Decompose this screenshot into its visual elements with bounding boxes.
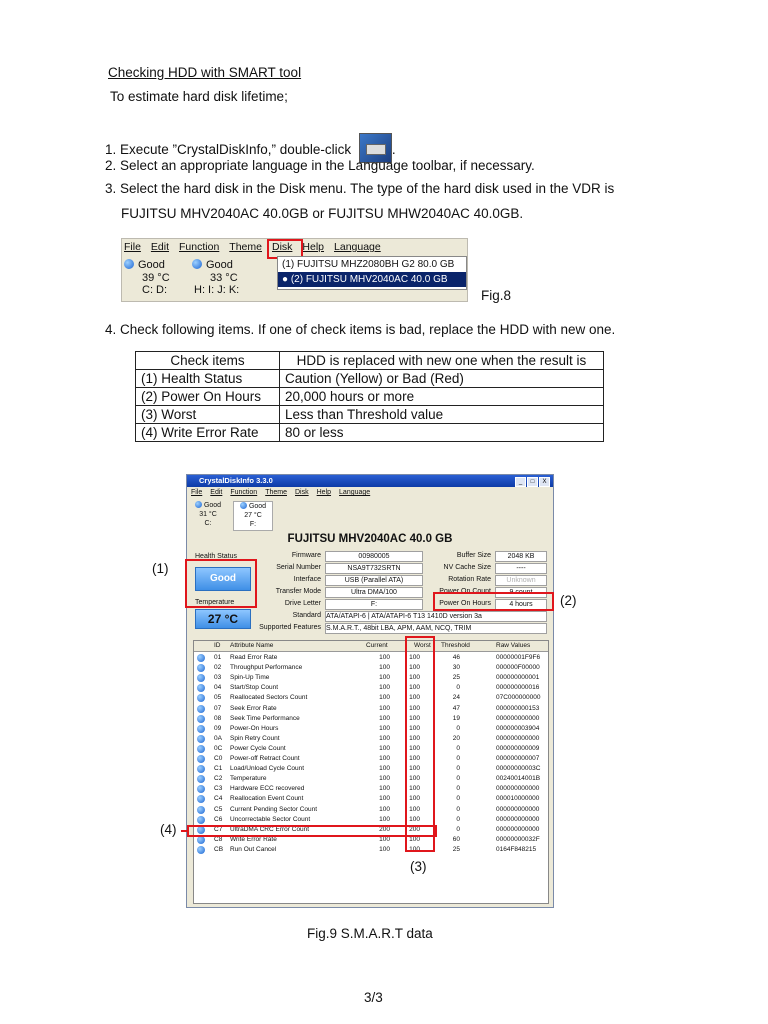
info-label: Power On Count [439,588,491,595]
table-cell: (4) Write Error Rate [136,424,280,442]
drive2-letter: H: I: J: K: [194,284,240,296]
menu-file[interactable]: File [124,241,141,253]
write-error-rate-highlight [187,825,437,837]
menu-disk[interactable]: Disk [295,489,309,496]
table-cell: Reallocation Event Count [230,795,304,803]
page-number: 3/3 [364,990,383,1005]
table-cell: 200 [409,825,420,833]
table-cell: 100 [379,835,390,843]
table-cell: Uncorrectable Sector Count [230,815,311,823]
status-dot-icon [197,654,205,662]
disk-option-1[interactable]: (1) FUJITSU MHZ2080BH G2 80.0 GB [282,259,455,270]
power-on-hours-highlight [433,592,554,611]
table-row[interactable] [194,704,548,714]
status-dot-icon [192,259,202,269]
table-cell: 00000000003C [496,765,541,773]
step-2: 2. Select an appropriate language in the Language toolbar, if necessary. [105,158,535,173]
column-header[interactable]: Raw Values [496,642,531,649]
table-cell: 100 [379,654,390,661]
table-cell: Seek Time Performance [230,714,300,722]
worst-column-highlight [405,636,435,852]
status-dot-icon [197,684,205,692]
status-dot-icon [197,745,205,753]
features-value: S.M.A.R.T., 48bit LBA, APM, AAM, NCQ, TRIM [325,623,547,634]
info-value: Unknown [495,575,547,586]
info-label: Rotation Rate [448,576,491,583]
table-cell: 100 [379,704,390,712]
table-cell: Read Error Rate [230,654,278,661]
drive1-temp: 39 °C [142,272,170,284]
table-cell: 100 [379,684,390,692]
status-dot-icon [124,259,134,269]
table-cell: 20,000 hours or more [280,388,604,406]
table-cell: 100 [379,744,390,752]
table-cell: 0A [214,734,222,742]
table-cell: 09 [214,724,222,732]
table-cell: 100 [379,785,390,793]
status-dot-icon [197,795,205,803]
table-row[interactable] [194,774,548,784]
step-3b: FUJITSU MHV2040AC 40.0GB or FUJITSU MHW2040AC 40.0GB. [121,206,524,221]
table-cell: 25 [452,674,460,682]
menu-theme[interactable]: Theme [265,489,287,496]
check-items-table [135,351,604,442]
table-cell: 46 [452,654,460,661]
table-cell: 100 [409,775,420,783]
table-row[interactable] [194,764,548,774]
table-cell: C4 [214,795,223,803]
table-row[interactable] [194,653,548,663]
table-cell: 0 [456,684,460,692]
menu-help[interactable]: Help [302,241,325,253]
table-cell: Less than Threshold value [280,406,604,424]
status-dot-icon [197,806,205,814]
table-cell: Power-On Hours [230,724,279,732]
menu-language[interactable]: Language [339,489,371,496]
table-cell: 0 [456,795,460,803]
table-cell: 100 [409,684,420,692]
table-cell: 60 [452,835,460,843]
table-cell: 000010000000 [496,795,540,803]
table-cell: 0 [456,744,460,752]
table-cell: 000000000009 [496,744,540,752]
table-cell: 0 [456,785,460,793]
info-label: Buffer Size [456,552,491,559]
table-cell: 000000F00000 [496,664,540,672]
table-cell: 200 [379,825,390,833]
table-cell: Run Out Cancel [230,845,277,853]
table-cell: 24 [452,694,460,702]
window-controls [515,477,550,487]
table-header-row [136,352,604,370]
table-cell: 100 [379,694,390,702]
table-cell: 07C000000000 [496,694,541,702]
drive-tab-1[interactable]: Good 31 °C C: [189,501,227,529]
drive1-status[interactable]: Good [124,259,165,271]
step-1-end: . [391,142,396,157]
disk-model-title: FUJITSU MHV2040AC 40.0 GB [287,533,453,545]
menu-bar [124,241,381,253]
table-cell: Current Pending Sector Count [230,805,318,813]
table-cell: 07 [214,704,222,712]
drive-tab-2[interactable]: Good 27 °C F: [233,501,273,531]
power-on-hours-label: Power On Hours [439,600,491,607]
table-cell: C0 [214,755,223,762]
table-cell: 100 [409,795,420,803]
table-row[interactable] [194,744,548,754]
table-cell: 47 [452,704,460,712]
table-cell: 100 [409,785,420,793]
table-cell: 100 [409,714,420,722]
menu-edit[interactable]: Edit [150,241,170,253]
table-row [136,424,604,442]
table-header-cell: HDD is replaced with new one when the result is [280,352,604,370]
table-cell: 100 [409,815,420,823]
info-label: Serial Number [276,564,321,571]
table-cell: 03 [214,674,222,682]
table-cell: 80 or less [280,424,604,442]
table-cell: 02 [214,664,222,672]
health-status-highlight [185,559,257,608]
smart-attribute-table [193,640,549,904]
status-dot-icon [197,785,205,793]
table-cell: (2) Power On Hours [136,388,280,406]
status-dot-icon [240,502,247,509]
table-row[interactable] [194,815,548,825]
table-row [136,388,604,406]
drive2-status[interactable]: Good [192,259,233,271]
callout-4-leader [181,830,189,832]
smart-table-header [194,641,548,652]
table-cell: 100 [409,805,420,813]
table-cell: 0 [456,765,460,773]
column-header[interactable]: ID [214,642,221,649]
table-cell: Write Error Rate [230,835,277,843]
table-cell: 0C [214,744,223,752]
info-label: Transfer Mode [275,588,321,595]
menu-edit[interactable]: Edit [210,489,223,496]
page-heading: Checking HDD with SMART tool [108,65,302,80]
status-dot-icon [197,694,205,702]
disk-dropdown [277,256,467,290]
minimize-icon[interactable]: _ [515,477,526,487]
column-header[interactable]: Threshold [441,642,470,649]
table-cell: 000000000000 [496,825,540,833]
callout-3: (3) [410,859,427,874]
fig8-caption: Fig.8 [481,288,512,303]
table-cell: 0 [456,805,460,813]
table-cell: 100 [409,664,420,672]
table-cell: 25 [452,845,460,853]
table-cell: 100 [409,755,420,762]
table-cell: 000000000007 [496,755,540,762]
health-status-label: Health Status [195,553,238,560]
table-row[interactable] [194,724,548,734]
info-value: ---- [495,563,547,574]
table-cell: 0164F848215 [496,845,537,853]
table-cell: 100 [409,765,420,773]
power-on-hours-value: 4 hours [495,599,547,610]
info-value: 00980005 [325,551,423,562]
table-cell: 100 [409,835,420,843]
table-row[interactable] [194,794,548,804]
table-cell: 000000000000 [496,714,540,722]
table-cell: 100 [379,795,390,803]
table-cell: 100 [409,654,420,661]
info-value: Ultra DMA/100 [325,587,423,598]
table-cell: 20 [452,734,460,742]
drive2-temp: 33 °C [210,272,238,284]
table-cell: 100 [379,724,390,732]
table-cell: Reallocated Sectors Count [230,694,308,702]
menu-function[interactable]: Function [230,489,258,496]
table-cell: 000000000153 [496,704,540,712]
table-cell: 100 [409,674,420,682]
table-cell: Spin-Up Time [230,674,270,682]
column-header[interactable]: Current [366,642,388,649]
table-cell: 000000000016 [496,684,540,692]
callout-4: (4) [160,822,177,837]
table-cell: (3) Worst [136,406,280,424]
table-cell: 100 [379,775,390,783]
table-cell: Caution (Yellow) or Bad (Red) [280,370,604,388]
table-cell: 100 [379,845,390,853]
table-cell: 19 [452,714,460,722]
crystaldiskinfo-window [186,474,554,908]
table-cell: 01 [214,654,222,661]
info-label: NV Cache Size [443,564,491,571]
standard-label: Standard [292,612,321,619]
table-cell: 000000000000 [496,805,540,813]
table-cell: 100 [379,674,390,682]
table-cell: Load/Unload Cycle Count [230,765,305,773]
table-cell: 100 [379,765,390,773]
info-label: Firmware [291,552,321,559]
table-cell: 000000000001 [496,674,540,682]
table-row[interactable] [194,683,548,693]
callout-2: (2) [560,593,577,608]
table-cell: Throughput Performance [230,664,303,672]
table-cell: Spin Retry Count [230,734,280,742]
table-cell: 04 [214,684,222,692]
status-dot-icon [197,846,205,854]
table-cell: C3 [214,785,223,793]
info-label: Interface [293,576,321,583]
table-cell: Hardware ECC recovered [230,785,305,793]
table-cell: 0 [456,825,460,833]
table-cell: 0 [456,815,460,823]
table-cell: 100 [379,714,390,722]
table-cell: 100 [379,815,390,823]
features-label: Supported Features [259,624,321,631]
table-cell: 100 [379,805,390,813]
menu-language[interactable]: Language [334,241,381,253]
table-cell: 00000000032F [496,835,540,843]
table-row[interactable] [194,805,548,815]
table-row [136,406,604,424]
status-dot-icon [197,715,205,723]
step-3a: 3. Select the hard disk in the Disk menu. The type of the hard disk used in the VDR is [105,181,615,196]
table-cell: Power Cycle Count [230,744,286,752]
health-status-value[interactable]: Good [195,567,251,591]
table-cell: UltraDMA CRC Error Count [230,825,310,833]
status-dot-icon [197,664,205,672]
table-cell: 100 [409,734,420,742]
status-dot-icon [197,674,205,682]
table-cell: Temperature [230,775,267,783]
info-value: 9 count [495,587,547,598]
status-dot-icon [197,816,205,824]
table-row [136,370,604,388]
table-cell: 000000003904 [496,724,540,732]
table-cell: C2 [214,775,223,783]
table-row[interactable] [194,845,548,855]
table-cell: CB [214,845,224,853]
table-cell: 100 [409,694,420,702]
table-cell: (1) Health Status [136,370,280,388]
table-row[interactable] [194,714,548,724]
standard-value: ATA/ATAPI-6 | ATA/ATAPI-6 T13 1410D version 3a [325,611,547,622]
table-cell: 100 [409,845,420,853]
drive1-letter: C: D: [142,284,168,296]
status-dot-icon [197,755,205,763]
table-row[interactable] [194,734,548,744]
maximize-icon[interactable]: □ [527,477,538,487]
table-cell: Start/Stop Count [230,684,279,692]
table-cell: 05 [214,694,222,702]
window-menu-bar [191,489,370,496]
table-cell: 0 [456,775,460,783]
status-dot-icon [197,765,205,773]
table-cell: C1 [214,765,223,773]
menu-file[interactable]: File [191,489,203,496]
table-cell: 08 [214,714,222,722]
table-cell: 100 [379,755,390,762]
table-cell: 100 [379,734,390,742]
status-dot-icon [197,775,205,783]
table-cell: C6 [214,815,223,823]
table-cell: 00000001F9F6 [496,654,541,661]
window-title: CrystalDiskInfo 3.3.0 [187,475,553,487]
temperature-value: 27 °C [195,609,251,629]
table-row[interactable] [194,693,548,703]
menu-theme[interactable]: Theme [229,241,262,253]
status-dot-icon [197,725,205,733]
table-row[interactable] [194,754,548,764]
menu-help[interactable]: Help [316,489,332,496]
info-label: Drive Letter [284,600,321,607]
table-cell: 30 [452,664,460,672]
column-header[interactable]: Attribute Name [230,642,274,649]
info-value: USB (Parallel ATA) [325,575,423,586]
table-cell: 100 [409,704,420,712]
info-value: 2048 KB [495,551,547,562]
callout-1: (1) [152,561,169,576]
table-cell: 000000000000 [496,815,540,823]
table-header-cell: Check items [136,352,280,370]
close-icon[interactable]: X [539,477,550,487]
table-row[interactable] [194,784,548,794]
temperature-label: Temperature [195,599,235,606]
table-cell: C7 [214,825,223,833]
status-dot-icon [197,735,205,743]
table-row[interactable] [194,663,548,673]
fig9-caption: Fig.9 S.M.A.R.T data [307,926,433,941]
table-cell: Power-off Retract Count [230,755,300,762]
intro-text: To estimate hard disk lifetime; [110,89,288,104]
disk-option-2[interactable]: ● (2) FUJITSU MHV2040AC 40.0 GB [278,272,466,287]
status-dot-icon [197,705,205,713]
table-cell: 0 [456,755,460,762]
info-value: F: [325,599,423,610]
table-cell: 100 [379,664,390,672]
table-row[interactable] [194,673,548,683]
step-4: 4. Check following items. If one of check items is bad, replace the HDD with new one. [105,322,616,337]
step-1-text: 1. Execute ”CrystalDiskInfo,” double-click [105,142,352,157]
disk-menu-screenshot [121,238,468,302]
table-cell: C5 [214,805,223,813]
table-cell: C8 [214,835,223,843]
info-value: NSA9T732SRTN [325,563,423,574]
menu-function[interactable]: Function [179,241,220,253]
table-cell: Seek Error Rate [230,704,277,712]
menu-disk[interactable]: Disk [271,241,293,253]
table-cell: 00240014001B [496,775,541,783]
table-cell: 100 [409,724,420,732]
table-cell: 100 [409,744,420,752]
status-dot-icon [195,501,202,508]
table-cell: 000000000000 [496,785,540,793]
column-header[interactable]: Worst [414,642,431,649]
table-cell: 0 [456,724,460,732]
table-cell: 000000000000 [496,734,540,742]
